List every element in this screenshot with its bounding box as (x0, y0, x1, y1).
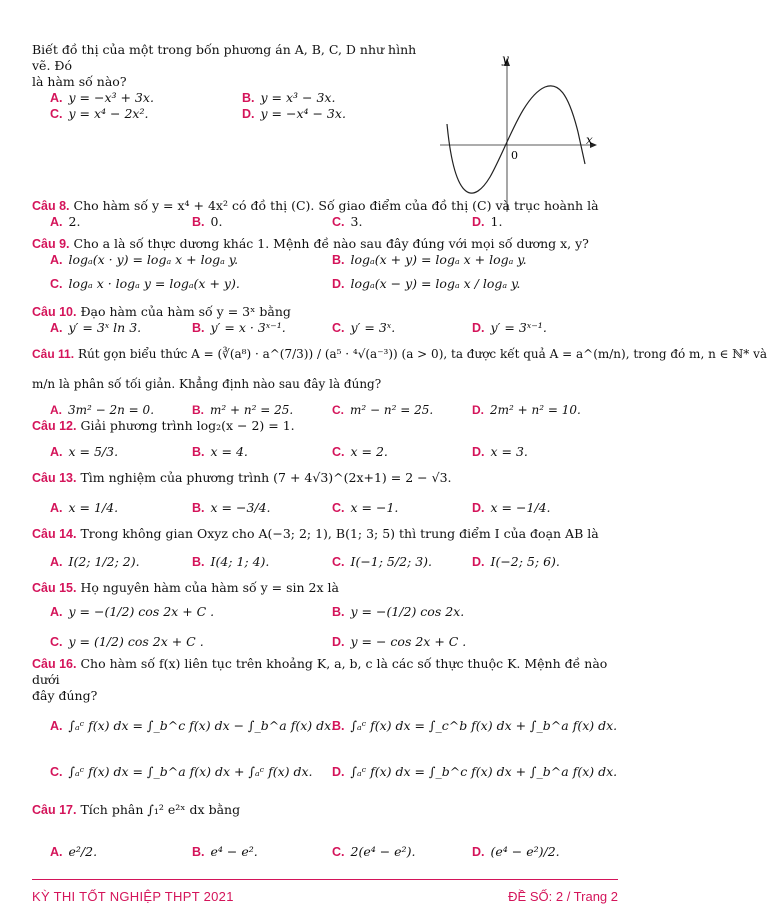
question-12-label: Câu 12. (32, 419, 77, 433)
option-b[interactable]: B. m² + n² = 25. (192, 403, 294, 417)
option-b[interactable]: B. x = −3/4. (192, 500, 271, 515)
option-c[interactable]: C. x = −1. (332, 500, 399, 515)
option-a[interactable]: A. y = −(1/2) cos 2x + C . (50, 604, 215, 619)
question-7 (32, 42, 430, 122)
option-c[interactable]: C. 3. (332, 214, 363, 229)
option-a[interactable]: A. 3m² − 2n = 0. (50, 403, 155, 417)
question-7-text-line2: là hàm số nào? (32, 74, 127, 89)
footer-page-number: ĐỀ SỐ: 2 / Trang 2 (508, 889, 618, 904)
option-d[interactable]: D. 1. (472, 214, 503, 229)
option-d[interactable]: D. x = −1/4. (472, 500, 551, 515)
question-13-options (32, 500, 618, 516)
question-13-text: Tìm nghiệm của phương trình (7 + 4√3)^(2x+1) = 2 − √3. (80, 470, 452, 485)
option-b[interactable]: B. e⁴ − e². (192, 844, 258, 859)
question-9-label: Câu 9. (32, 237, 70, 251)
question-8-text: Cho hàm số y = x⁴ + 4x² có đồ thị (C). Số giao điểm của đồ thị (C) và trục hoành là (73, 198, 599, 213)
question-8-label: Câu 8. (32, 199, 70, 213)
option-a[interactable]: A. x = 1/4. (50, 500, 119, 515)
option-b[interactable]: B. x = 4. (192, 444, 248, 459)
y-axis-label: y (502, 52, 509, 66)
origin-label: 0 (511, 149, 518, 162)
option-a[interactable]: A. y′ = 3ˣ ln 3. (50, 320, 142, 335)
option-a[interactable]: A. ∫ₐᶜ f(x) dx = ∫_b^c f(x) dx − ∫_b^a f(x) dx. (50, 718, 336, 733)
question-15-options-row2 (32, 634, 618, 650)
question-11-label: Câu 11. (32, 347, 75, 361)
question-10-label: Câu 10. (32, 305, 77, 319)
question-16-options-row2 (32, 764, 618, 780)
option-a[interactable]: A. e²/2. (50, 844, 98, 859)
option-c[interactable]: C. 2(e⁴ − e²). (332, 844, 416, 859)
option-b[interactable]: B. logₐ(x + y) = logₐ x + logₐ y. (332, 252, 527, 267)
footer-exam-title: KỲ THI TỐT NGHIỆP THPT 2021 (32, 889, 234, 904)
option-d[interactable]: D. y = − cos 2x + C . (332, 634, 467, 649)
question-9-options-row1 (32, 252, 618, 272)
option-b[interactable]: B. y′ = x · 3ˣ⁻¹. (192, 320, 286, 335)
option-a[interactable]: A. I(2; 1/2; 2). (50, 554, 140, 569)
option-d[interactable]: D. y = −x⁴ − 3x. (242, 106, 346, 121)
question-14-label: Câu 14. (32, 527, 77, 541)
option-d[interactable]: D. y′ = 3ˣ⁻¹. (472, 320, 547, 335)
question-15 (32, 580, 618, 650)
question-8 (32, 198, 618, 230)
question-13 (32, 470, 618, 516)
option-a[interactable]: A. x = 5/3. (50, 444, 119, 459)
question-12-text: Giải phương trình log₂(x − 2) = 1. (80, 418, 295, 433)
question-10-text: Đạo hàm của hàm số y = 3ˣ bằng (80, 304, 291, 319)
question-14-text: Trong không gian Oxyz cho A(−3; 2; 1), B(1; 3; 5) thì trung điểm I của đoạn AB là (80, 526, 599, 541)
question-9 (32, 236, 618, 296)
option-b[interactable]: B. y = x³ − 3x. (242, 90, 336, 105)
question-16-text-line2: đây đúng? (32, 688, 98, 703)
option-a[interactable]: A. y = −x³ + 3x. (50, 90, 154, 105)
option-b[interactable]: B. I(4; 1; 4). (192, 554, 270, 569)
option-c[interactable]: C. logₐ x · logₐ y = logₐ(x + y). (50, 276, 240, 291)
question-10-options (32, 320, 618, 336)
question-15-options-row1 (32, 604, 618, 620)
question-16-label: Câu 16. (32, 657, 77, 671)
option-b[interactable]: B. 0. (192, 214, 223, 229)
option-d[interactable]: D. (e⁴ − e²)/2. (472, 844, 560, 859)
question-17 (32, 802, 618, 860)
question-17-label: Câu 17. (32, 803, 77, 817)
question-7-options-row1 (32, 90, 430, 106)
question-12-options (32, 444, 618, 460)
option-d[interactable]: D. 2m² + n² = 10. (472, 403, 581, 417)
question-11 (32, 346, 767, 418)
option-c[interactable]: C. m² − n² = 25. (332, 403, 434, 417)
option-a[interactable]: A. logₐ(x · y) = logₐ x + logₐ y. (50, 252, 239, 267)
function-graph (440, 52, 605, 212)
question-14 (32, 526, 618, 570)
footer-divider (32, 879, 618, 880)
option-d[interactable]: D. I(−2; 5; 6). (472, 554, 560, 569)
question-15-text: Họ nguyên hàm của hàm số y = sin 2x là (80, 580, 339, 595)
question-17-text: Tích phân ∫₁² e²ˣ dx bằng (80, 802, 241, 817)
option-b[interactable]: B. y = −(1/2) cos 2x. (332, 604, 465, 619)
option-d[interactable]: D. logₐ(x − y) = logₐ x / logₐ y. (332, 276, 521, 291)
option-c[interactable]: C. I(−1; 5/2; 3). (332, 554, 433, 569)
question-12 (32, 418, 618, 460)
option-a[interactable]: A. 2. (50, 214, 81, 229)
question-8-options (32, 214, 618, 230)
question-7-text-line1: Biết đồ thị của một trong bốn phương án A, B, C, D như hình vẽ. Đó (32, 42, 417, 73)
option-c[interactable]: C. y = x⁴ − 2x². (50, 106, 149, 121)
question-11-text-line1: Rút gọn biểu thức A = (∛(a⁸) · a^(7/3)) / (a⁵ · ⁴√(a⁻³)) (a > 0), ta được kết quả A = a^(m/n), trong đó m, n ∈ ℕ* và (78, 347, 767, 361)
cubic-curve (447, 86, 585, 193)
option-d[interactable]: D. ∫ₐᶜ f(x) dx = ∫_b^c f(x) dx + ∫_b^a f(x) dx. (332, 764, 618, 779)
question-10 (32, 304, 618, 336)
question-11-text-line2: m/n là phân số tối giản. Khẳng định nào sau đây là đúng? (32, 377, 382, 391)
question-16-options-row1 (32, 718, 618, 734)
question-9-options-row2 (32, 276, 618, 296)
question-7-options-row2 (32, 106, 430, 122)
question-14-options (32, 554, 618, 570)
question-15-label: Câu 15. (32, 581, 77, 595)
question-9-text: Cho a là số thực dương khác 1. Mệnh đề nào sau đây đúng với mọi số dương x, y? (73, 236, 589, 251)
x-axis-label: x (586, 133, 593, 147)
question-16-text-line1: Cho hàm số f(x) liên tục trên khoảng K, a, b, c là các số thực thuộc K. Mệnh đề nào dưới (32, 656, 608, 687)
option-c[interactable]: C. y′ = 3ˣ. (332, 320, 396, 335)
option-c[interactable]: C. x = 2. (332, 444, 388, 459)
option-c[interactable]: C. ∫ₐᶜ f(x) dx = ∫_b^a f(x) dx + ∫ₐᶜ f(x) dx. (50, 764, 313, 779)
question-17-options (32, 844, 618, 860)
option-d[interactable]: D. x = 3. (472, 444, 528, 459)
option-b[interactable]: B. ∫ₐᶜ f(x) dx = ∫_c^b f(x) dx + ∫_b^a f(x) dx. (332, 718, 618, 733)
question-16 (32, 656, 618, 780)
question-13-label: Câu 13. (32, 471, 77, 485)
question-11-options (32, 402, 618, 418)
option-c[interactable]: C. y = (1/2) cos 2x + C . (50, 634, 204, 649)
